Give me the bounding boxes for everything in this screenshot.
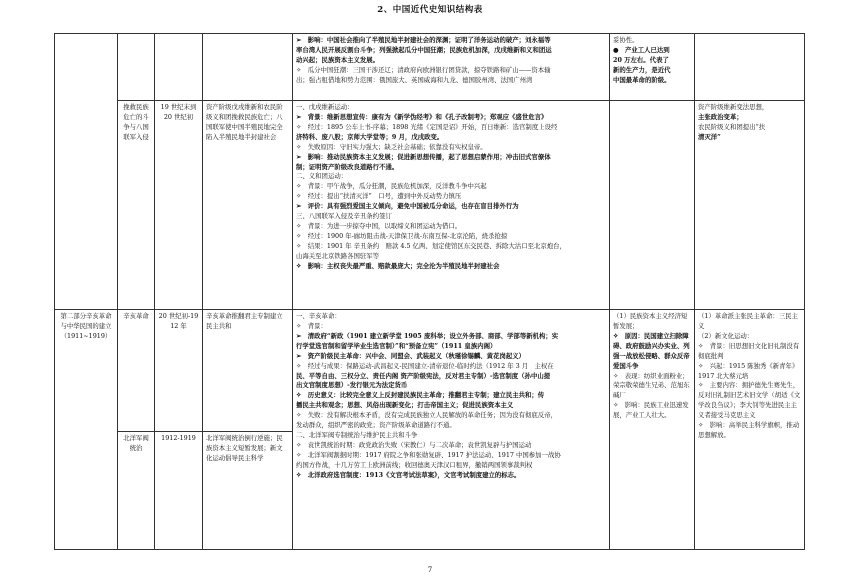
- content-line: 山海关至北京铁路各国驻军等: [296, 251, 380, 260]
- summary-line: ● 产业工人已达到: [613, 45, 670, 54]
- table-row: [55, 101, 805, 310]
- content-line: ➢ 影响：中国社会推向了半殖民地半封建社会的深渊；证明了洋务运动的破产；刘永福等: [296, 36, 551, 44]
- topic-cell: 辛亥革命: [118, 310, 155, 432]
- content-line: ➢ 清政府“新政（1901 建立新学堂 1905 废科举；设立外务部、商部、学部等新机构；实: [296, 331, 559, 340]
- extra-line: （2）新文化运动：: [698, 331, 754, 340]
- content-line: ✧ 历史意义：比较完全意义上反封建民族民主革命；推翻君主专制；建立民主共和；传: [296, 391, 545, 400]
- content-cell: [293, 310, 610, 550]
- theme-cell: 资产阶级戊戌维新和农民阶级义和团挽救民族危亡；八国联军使中国半殖民地完全陷入半殖民地半封建社会: [203, 101, 293, 310]
- content-line: ✧ 经过与成果：保路运动-武昌起义-民国建立-清帝退位-临时约法（1912 年 3 月 主权在: [296, 361, 554, 370]
- part-cell-continued: [55, 34, 118, 310]
- content-line: 民、平等自由、三权分立、责任内阁 资产阶级宪法，反对君主专制）-选官制度（孙中山提: [296, 371, 551, 380]
- summary-line: 中国最革命的阶级。: [613, 75, 671, 84]
- content-line: ✧ 影响：主权丧失最严重、赔款最庞大；完全沦为半殖民地半封建社会: [296, 261, 500, 270]
- summary-line: 20 万左右。代表了: [613, 55, 669, 64]
- content-line: 率台湾人民开展反割台斗争；列强掀起瓜分中国狂潮；民族危机加深，戊戌维新和义和团运: [296, 45, 552, 54]
- table-row: [55, 310, 805, 432]
- content-line: ✧ 背景：甲午战争，瓜分狂潮，民族危机加深，反洋教斗争中兴起: [296, 182, 487, 191]
- extra-line: （1）革命派主张民主革命：三民主义: [698, 312, 798, 330]
- content-line: ➢ 评价：具有强烈爱国主义倾向，避免中国被瓜分命运，也存在盲目排外行为: [296, 202, 519, 211]
- extra-cell: [695, 101, 805, 310]
- content-line: ✧ 背景：: [296, 321, 327, 330]
- summary-line: 主张政治变革；: [698, 112, 743, 121]
- summary-cell: [610, 34, 695, 101]
- content-line: 行学堂选官制和留学毕业生选官制）”和“预备立宪”（1911 皇族内阁）: [296, 341, 497, 350]
- content-cell: [293, 101, 610, 310]
- content-line: ✧ 北洋政府选官制度：1913《文官考试法草案》，文官考试制度建立的标志。: [296, 470, 521, 479]
- topic-cell: 挽救民族危亡的斗争与八国联军入侵: [118, 101, 155, 310]
- time-cell-continued: [155, 34, 203, 101]
- content-line: 一、戊戌维新运动：: [296, 103, 354, 111]
- content-line: ✧ 北洋军阀割据时期：1917 府院之争和张勋复辟、1917 护法运动、1917 中国参加一战协: [296, 450, 561, 459]
- topic-cell: 北洋军阀统治: [118, 432, 155, 550]
- content-line: ➢ 资产阶级民主革命：兴中会、同盟会、武装起义（秋瑾徐锡麟、黄花岗起义）: [296, 351, 526, 360]
- content-line: ✧ 结果：1901 年 辛丑条约 赔款 4.5 亿两、划定使馆区东交民巷、拆除大沽口至北京炮台，: [296, 241, 566, 250]
- summary-line: ✧ 影响：民族工业迅速发展，产业工人壮大。: [613, 401, 689, 420]
- content-line: ➢ 背景：维新思想宣传：康有为《新学伪经考》和《孔子改制考》；郑观应《盛世危言》: [296, 112, 548, 121]
- part-cell: 第二部分辛亥革命与中华民国的建立（1911~1919）: [55, 310, 118, 550]
- summary-line: 新的生产力，是近代: [613, 65, 671, 74]
- content-line: ✧ 失败原因：守旧实力强大；缺乏社会基础；依靠没有实权皇帝。: [296, 142, 487, 151]
- content-line: 出文官制度思想）-发行银元为法定货币: [296, 381, 408, 390]
- topic-cell-continued: [118, 34, 155, 101]
- content-line: 动兴起；民族资本主义发展。: [296, 55, 380, 64]
- content-line: ✧ 背景：为进一步掠夺中国，以取缔义和团运动为借口。: [296, 222, 462, 231]
- content-line: 播民主共和观念；思想、风俗出现新变化；打击帝国主义；促进民族资本主义: [296, 401, 514, 410]
- summary-line: 妥协性。: [613, 36, 639, 44]
- extra-cell: [695, 34, 805, 101]
- page-title: 2、中国近代史知识结构表: [377, 5, 483, 15]
- theme-cell: 北洋军阀统治倒行逆施；民族资本主义短暂发展；新文化运动倡导民主科学: [203, 432, 293, 550]
- content-line: ✧ 失败：没有解决根本矛盾，没有完成民族独立人民解放的革命任务；因为没有彻底反帝，: [296, 411, 557, 420]
- content-line: 济特科、废八股；京师大学堂等；9 月，戊戌政变。: [296, 132, 444, 141]
- extra-line: ✧ 背景：旧思想旧文化旧礼制没有彻底批判: [698, 341, 800, 360]
- content-line: 一、辛亥革命：: [296, 312, 341, 320]
- content-line: ✧ 经过：1900 年-廊坊阻击战-天津保卫战-东南互保-北京沦陷，烧杀抢掠: [296, 231, 508, 240]
- summary-cell-empty: [610, 101, 695, 310]
- summary-line: 资产阶级维新变法思想，: [698, 103, 769, 111]
- time-cell: 1912-1919: [155, 432, 203, 550]
- extra-line: ✧ 影响：高举民主科学旗帜，推动思想解放。: [698, 421, 800, 440]
- summary-line: 农民阶级义和团提出“扶: [698, 122, 766, 131]
- summary-line: ✧ 表现：纺织业面粉业；荣宗敬荣德生兄弟、范旭东碱厂: [613, 371, 690, 400]
- extra-line: ✧ 主要内容：拥护德先生赛先生，反对旧礼制旧艺术旧文学（胡适《文学改良刍议》；李大钊等先进民主主义者接受马克思主义: [698, 381, 801, 420]
- content-line: 二、北洋军阀专制统治与维护民主共和斗争: [296, 431, 418, 440]
- content-line: 发动群众，组织严密的政党；资产阶级革命道路行不通。: [296, 421, 456, 430]
- summary-line: 清灭洋”: [698, 132, 721, 141]
- content-line: 三、八国联军入侵及辛丑条约签订: [296, 212, 392, 221]
- content-line: 出；强占租借地和势力范围：俄国旅大、英国威海和九龙、德国胶州湾、法国广州湾: [296, 75, 533, 84]
- content-line: 制；证明资产阶级改良道路行不通。: [296, 162, 399, 171]
- page-number: 7: [427, 566, 433, 574]
- content-line: ✧ 袁世凯统治时期：政党政治失败（宋教仁）与二次革命；袁世凯复辟与护国运动: [296, 440, 532, 449]
- extra-line: ✧ 兴起：1915 陈独秀《新青年》 1917 北大蔡元培: [698, 361, 799, 380]
- theme-cell-continued: [203, 34, 293, 101]
- time-cell: 19 世纪末到 20 世纪初: [155, 101, 203, 310]
- content-line: ✧ 瓜分中国狂潮：三国干涉还辽；清政府向欧洲银行团贷款，掠夺铁路和矿山——资本输: [296, 65, 551, 74]
- summary-line: （1）民族资本主义经济短暂发展；: [613, 312, 688, 330]
- summary-cell: [610, 310, 695, 550]
- content-cell: [293, 34, 610, 101]
- table-row: [55, 34, 805, 101]
- time-cell: 20 世纪初-1912 年: [155, 310, 203, 432]
- extra-cell: [695, 310, 805, 550]
- content-line: 约国方作战，十几万劳工上欧洲前线；收回德奥天津汉口租界，撤销两国领事裁判权: [296, 460, 533, 469]
- theme-cell: 辛亥革命推翻君主专制建立民主共和: [203, 310, 293, 432]
- content-line: ✧ 经过：1895 公车上书-序幕；1898 光绪《定国是诏》开始，百日维新：选官制度上设经: [296, 122, 558, 131]
- content-line: ➢ 影响：推动民族资本主义发展；促进新思想传播，起了思想启蒙作用；冲击旧式官僚体: [296, 152, 551, 161]
- content-line: ✧ 经过：提出“扶清灭洋” 口号，遭到中外反动势力镇压: [296, 192, 462, 201]
- content-line: 二、义和团运动：: [296, 172, 348, 181]
- history-structure-table: [54, 33, 805, 550]
- summary-line: ✧ 原因：民国建立扫除障碍、政府鼓励兴办实业、列强一战放松侵略、群众反帝爱国斗争: [613, 331, 690, 370]
